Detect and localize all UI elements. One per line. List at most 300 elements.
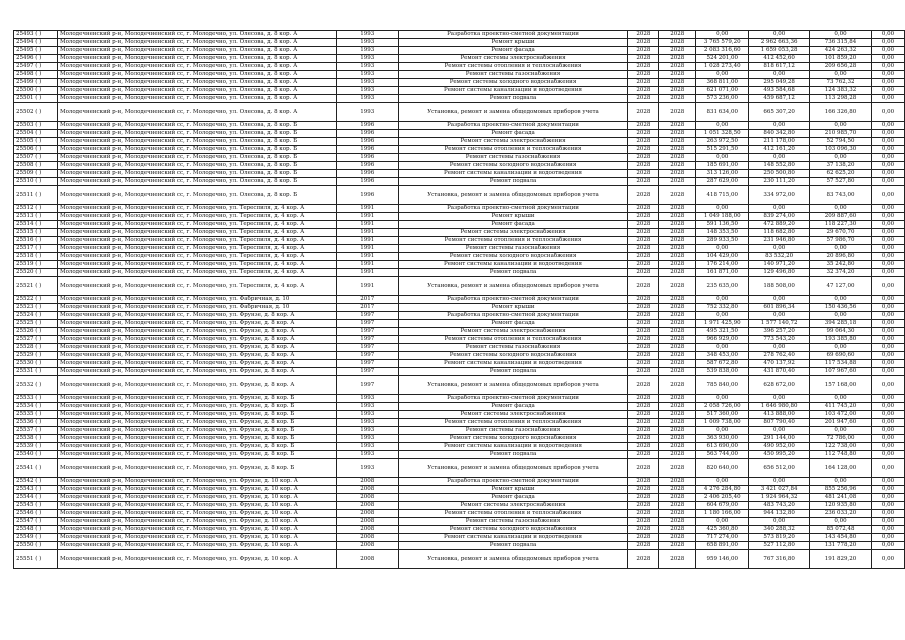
work-type-cell: Ремонт системы канализации и водоотведения [398, 170, 628, 178]
end-year-cell: 2028 [659, 419, 696, 427]
total-cost-cell: 0,00 [696, 395, 749, 403]
budget-funds-cell: 120 935,80 [810, 502, 872, 510]
address-cell: Молодечненский р-н, Молодечненский сс, г. Молодечно, ул. Фрунзе, д. 8 кор. Б [57, 419, 336, 427]
start-year-cell: 2028 [628, 320, 659, 328]
table-body [14, 31, 905, 569]
table-row [14, 320, 905, 328]
other-funds-cell: 0,00 [872, 253, 905, 261]
work-type-cell: Ремонт системы электроснабжения [398, 328, 628, 336]
table-row [14, 419, 905, 427]
start-year-cell: 2028 [628, 336, 659, 344]
work-type-cell: Ремонт системы канализации и водоотведения [398, 360, 628, 368]
end-year-cell: 2028 [659, 269, 696, 277]
address-cell: Молодечненский р-н, Молодечненский сс, г. Молодечно, ул. Тереспиля, д. 4 кор. А [57, 237, 336, 245]
other-funds-cell: 0,00 [872, 138, 905, 146]
end-year-cell: 2028 [659, 277, 696, 296]
owners-funds-cell: 340 288,32 [749, 526, 810, 534]
address-cell: Молодечненский р-н, Молодечненский сс, г. Молодечно, ул. Фрунзе, д. 10 кор. А [57, 510, 336, 518]
work-type-cell: Ремонт системы газоснабжения [398, 518, 628, 526]
start-year-cell: 2028 [628, 459, 659, 478]
work-type-cell: Ремонт системы электроснабжения [398, 138, 628, 146]
work-type-cell: Ремонт подвала [398, 451, 628, 459]
work-type-cell: Ремонт системы газоснабжения [398, 427, 628, 435]
table-row [14, 71, 905, 79]
owners-funds-cell: 472 889,20 [749, 221, 810, 229]
address-cell: Молодечненский р-н, Молодечненский сс, г. Молодечно, ул. Фрунзе, д. 10 кор. А [57, 550, 336, 569]
total-cost-cell: 966 929,00 [696, 336, 749, 344]
other-funds-cell: 0,00 [872, 186, 905, 205]
owners-funds-cell: 412 161,20 [749, 146, 810, 154]
table-row [14, 95, 905, 103]
build-year-cell: 2008 [336, 494, 398, 502]
start-year-cell: 2028 [628, 186, 659, 205]
end-year-cell: 2028 [659, 344, 696, 352]
owners-funds-cell: 450 995,20 [749, 451, 810, 459]
address-cell: Молодечненский р-н, Молодечненский сс, г. Молодечно, ул. Фабричная, д. 10 [57, 304, 336, 312]
total-cost-cell: 0,00 [696, 245, 749, 253]
total-cost-cell: 289 933,50 [696, 237, 749, 245]
row-id-cell: 25516 ( ) [14, 237, 58, 245]
end-year-cell: 2028 [659, 526, 696, 534]
build-year-cell: 1993 [336, 419, 398, 427]
other-funds-cell: 0,00 [872, 312, 905, 320]
address-cell: Молодечненский р-н, Молодечненский сс, г. Молодечно, ул. Олесова, д. 8 кор. А [57, 79, 336, 87]
budget-funds-cell: 37 138,20 [810, 162, 872, 170]
end-year-cell: 2028 [659, 103, 696, 122]
row-id-cell: 25535 ( ) [14, 411, 58, 419]
start-year-cell: 2028 [628, 304, 659, 312]
other-funds-cell: 0,00 [872, 550, 905, 569]
build-year-cell: 1991 [336, 205, 398, 213]
row-id-cell: 25508 ( ) [14, 162, 58, 170]
budget-funds-cell: 0,00 [810, 296, 872, 304]
address-cell: Молодечненский р-н, Молодечненский сс, г. Молодечно, ул. Фрунзе, д. 8 кор. А [57, 376, 336, 395]
other-funds-cell: 0,00 [872, 79, 905, 87]
budget-funds-cell: 47 127,00 [810, 277, 872, 296]
work-type-cell: Ремонт системы холодного водоснабжения [398, 435, 628, 443]
table-row [14, 31, 905, 39]
table-row [14, 502, 905, 510]
end-year-cell: 2028 [659, 178, 696, 186]
owners-funds-cell: 1 646 980,80 [749, 403, 810, 411]
other-funds-cell: 0,00 [872, 154, 905, 162]
build-year-cell: 1997 [336, 312, 398, 320]
start-year-cell: 2028 [628, 478, 659, 486]
row-id-cell: 25520 ( ) [14, 269, 58, 277]
owners-funds-cell: 278 762,40 [749, 352, 810, 360]
budget-funds-cell: 191 829,20 [810, 550, 872, 569]
owners-funds-cell: 490 952,00 [749, 443, 810, 451]
address-cell: Молодечненский р-н, Молодечненский сс, г. Молодечно, ул. Фрунзе, д. 8 кор. Б [57, 403, 336, 411]
owners-funds-cell: 295 049,28 [749, 79, 810, 87]
budget-funds-cell: 736 315,84 [810, 39, 872, 47]
end-year-cell: 2028 [659, 320, 696, 328]
end-year-cell: 2028 [659, 368, 696, 376]
other-funds-cell: 0,00 [872, 435, 905, 443]
end-year-cell: 2028 [659, 550, 696, 569]
address-cell: Молодечненский р-н, Молодечненский сс, г. Молодечно, ул. Олесова, д. 8 кор. Б [57, 130, 336, 138]
start-year-cell: 2028 [628, 87, 659, 95]
address-cell: Молодечненский р-н, Молодечненский сс, г. Молодечно, ул. Фрунзе, д. 8 кор. Б [57, 395, 336, 403]
owners-funds-cell: 573 819,20 [749, 534, 810, 542]
work-type-cell: Ремонт подвала [398, 542, 628, 550]
owners-funds-cell: 767 316,80 [749, 550, 810, 569]
start-year-cell: 2028 [628, 427, 659, 435]
other-funds-cell: 0,00 [872, 478, 905, 486]
budget-funds-cell: 0,00 [810, 205, 872, 213]
work-type-cell: Ремонт системы канализации и водоотведения [398, 443, 628, 451]
start-year-cell: 2028 [628, 435, 659, 443]
other-funds-cell: 0,00 [872, 229, 905, 237]
other-funds-cell: 0,00 [872, 494, 905, 502]
total-cost-cell: 263 972,50 [696, 138, 749, 146]
address-cell: Молодечненский р-н, Молодечненский сс, г. Молодечно, ул. Фрунзе, д. 8 кор. Б [57, 427, 336, 435]
build-year-cell: 1993 [336, 395, 398, 403]
owners-funds-cell: 470 137,92 [749, 360, 810, 368]
row-id-cell: 25533 ( ) [14, 395, 58, 403]
owners-funds-cell: 0,00 [749, 312, 810, 320]
table-row [14, 510, 905, 518]
owners-funds-cell: 431 870,40 [749, 368, 810, 376]
address-cell: Молодечненский р-н, Молодечненский сс, г. Молодечно, ул. Тереспиля, д. 4 кор. А [57, 205, 336, 213]
row-id-cell: 25532 ( ) [14, 376, 58, 395]
owners-funds-cell: 656 512,00 [749, 459, 810, 478]
work-type-cell: Установка, ремонт и замена общедомовых приборов учета [398, 277, 628, 296]
start-year-cell: 2028 [628, 122, 659, 130]
program-table [13, 30, 905, 569]
total-cost-cell: 717 274,00 [696, 534, 749, 542]
budget-funds-cell: 143 454,80 [810, 534, 872, 542]
work-type-cell: Разработка проектно-сметной документации [398, 478, 628, 486]
build-year-cell: 1991 [336, 261, 398, 269]
total-cost-cell: 1 049 188,00 [696, 213, 749, 221]
table-row [14, 486, 905, 494]
total-cost-cell: 0,00 [696, 427, 749, 435]
other-funds-cell: 0,00 [872, 47, 905, 55]
work-type-cell: Разработка проектно-сметной документации [398, 122, 628, 130]
address-cell: Молодечненский р-н, Молодечненский сс, г. Молодечно, ул. Тереспиля, д. 4 кор. А [57, 253, 336, 261]
end-year-cell: 2028 [659, 336, 696, 344]
address-cell: Молодечненский р-н, Молодечненский сс, г. Молодечно, ул. Фрунзе, д. 8 кор. А [57, 312, 336, 320]
end-year-cell: 2028 [659, 352, 696, 360]
build-year-cell: 1996 [336, 122, 398, 130]
budget-funds-cell: 855 256,96 [810, 486, 872, 494]
other-funds-cell: 0,00 [872, 261, 905, 269]
row-id-cell: 25515 ( ) [14, 229, 58, 237]
address-cell: Молодечненский р-н, Молодечненский сс, г. Молодечно, ул. Тереспиля, д. 4 кор. А [57, 269, 336, 277]
owners-funds-cell: 665 307,20 [749, 103, 810, 122]
address-cell: Молодечненский р-н, Молодечненский сс, г. Молодечно, ул. Фрунзе, д. 8 кор. Б [57, 451, 336, 459]
other-funds-cell: 0,00 [872, 63, 905, 71]
budget-funds-cell: 424 263,32 [810, 47, 872, 55]
other-funds-cell: 0,00 [872, 328, 905, 336]
table-row [14, 186, 905, 205]
budget-funds-cell: 103 096,30 [810, 146, 872, 154]
build-year-cell: 2017 [336, 304, 398, 312]
work-type-cell: Разработка проектно-сметной документации [398, 395, 628, 403]
table-row [14, 336, 905, 344]
address-cell: Молодечненский р-н, Молодечненский сс, г. Молодечно, ул. Фрунзе, д. 8 кор. А [57, 336, 336, 344]
total-cost-cell: 621 071,00 [696, 87, 749, 95]
budget-funds-cell: 107 967,60 [810, 368, 872, 376]
other-funds-cell: 0,00 [872, 146, 905, 154]
row-id-cell: 25534 ( ) [14, 403, 58, 411]
address-cell: Молодечненский р-н, Молодечненский сс, г. Молодечно, ул. Тереспиля, д. 4 кор. А [57, 221, 336, 229]
build-year-cell: 1991 [336, 229, 398, 237]
other-funds-cell: 0,00 [872, 221, 905, 229]
row-id-cell: 25538 ( ) [14, 435, 58, 443]
table-row [14, 478, 905, 486]
address-cell: Молодечненский р-н, Молодечненский сс, г. Молодечно, ул. Олесова, д. 8 кор. А [57, 47, 336, 55]
work-type-cell: Разработка проектно-сметной документации [398, 296, 628, 304]
other-funds-cell: 0,00 [872, 344, 905, 352]
build-year-cell: 2008 [336, 542, 398, 550]
table-row [14, 443, 905, 451]
row-id-cell: 25507 ( ) [14, 154, 58, 162]
build-year-cell: 1993 [336, 403, 398, 411]
end-year-cell: 2028 [659, 71, 696, 79]
total-cost-cell: 161 871,00 [696, 269, 749, 277]
owners-funds-cell: 0,00 [749, 122, 810, 130]
end-year-cell: 2028 [659, 47, 696, 55]
end-year-cell: 2028 [659, 443, 696, 451]
budget-funds-cell: 52 794,50 [810, 138, 872, 146]
row-id-cell: 25521 ( ) [14, 277, 58, 296]
other-funds-cell: 0,00 [872, 443, 905, 451]
row-id-cell: 25502 ( ) [14, 103, 58, 122]
address-cell: Молодечненский р-н, Молодечненский сс, г. Молодечно, ул. Тереспиля, д. 4 кор. А [57, 213, 336, 221]
budget-funds-cell: 122 738,00 [810, 443, 872, 451]
end-year-cell: 2028 [659, 229, 696, 237]
owners-funds-cell: 148 552,80 [749, 162, 810, 170]
budget-funds-cell: 85 072,48 [810, 526, 872, 534]
start-year-cell: 2028 [628, 542, 659, 550]
row-id-cell: 25546 ( ) [14, 510, 58, 518]
start-year-cell: 2028 [628, 138, 659, 146]
owners-funds-cell: 230 111,20 [749, 178, 810, 186]
end-year-cell: 2028 [659, 122, 696, 130]
other-funds-cell: 0,00 [872, 486, 905, 494]
owners-funds-cell: 0,00 [749, 71, 810, 79]
other-funds-cell: 0,00 [872, 205, 905, 213]
build-year-cell: 1993 [336, 31, 398, 39]
start-year-cell: 2028 [628, 229, 659, 237]
row-id-cell: 25536 ( ) [14, 419, 58, 427]
build-year-cell: 2008 [336, 502, 398, 510]
budget-funds-cell: 20 896,80 [810, 253, 872, 261]
work-type-cell: Ремонт подвала [398, 178, 628, 186]
budget-funds-cell: 236 033,20 [810, 510, 872, 518]
build-year-cell: 1991 [336, 269, 398, 277]
row-id-cell: 25495 ( ) [14, 47, 58, 55]
address-cell: Молодечненский р-н, Молодечненский сс, г. Молодечно, ул. Олесова, д. 8 кор. А [57, 63, 336, 71]
build-year-cell: 1993 [336, 71, 398, 79]
table-row [14, 63, 905, 71]
owners-funds-cell: 211 178,00 [749, 138, 810, 146]
table-row [14, 304, 905, 312]
owners-funds-cell: 601 896,34 [749, 304, 810, 312]
work-type-cell: Установка, ремонт и замена общедомовых приборов учета [398, 459, 628, 478]
owners-funds-cell: 0,00 [749, 205, 810, 213]
budget-funds-cell: 157 168,00 [810, 376, 872, 395]
work-type-cell: Установка, ремонт и замена общедомовых приборов учета [398, 376, 628, 395]
address-cell: Молодечненский р-н, Молодечненский сс, г. Молодечно, ул. Тереспиля, д. 4 кор. А [57, 229, 336, 237]
other-funds-cell: 0,00 [872, 427, 905, 435]
work-type-cell: Разработка проектно-сметной документации [398, 31, 628, 39]
table-row [14, 368, 905, 376]
row-id-cell: 25496 ( ) [14, 55, 58, 63]
build-year-cell: 1993 [336, 39, 398, 47]
table-row [14, 403, 905, 411]
owners-funds-cell: 83 532,20 [749, 253, 810, 261]
end-year-cell: 2028 [659, 427, 696, 435]
address-cell: Молодечненский р-н, Молодечненский сс, г. Молодечно, ул. Фрунзе, д. 10 кор. А [57, 542, 336, 550]
row-id-cell: 25511 ( ) [14, 186, 58, 205]
budget-funds-cell: 164 128,00 [810, 459, 872, 478]
address-cell: Молодечненский р-н, Молодечненский сс, г. Молодечно, ул. Фрунзе, д. 10 кор. А [57, 526, 336, 534]
work-type-cell: Разработка проектно-сметной документации [398, 312, 628, 320]
end-year-cell: 2028 [659, 312, 696, 320]
build-year-cell: 1993 [336, 55, 398, 63]
total-cost-cell: 2 406 205,40 [696, 494, 749, 502]
total-cost-cell: 0,00 [696, 312, 749, 320]
end-year-cell: 2028 [659, 304, 696, 312]
owners-funds-cell: 0,00 [749, 518, 810, 526]
end-year-cell: 2028 [659, 518, 696, 526]
owners-funds-cell: 839 274,00 [749, 213, 810, 221]
total-cost-cell: 1 180 166,00 [696, 510, 749, 518]
start-year-cell: 2028 [628, 534, 659, 542]
total-cost-cell: 752 332,80 [696, 304, 749, 312]
table-row [14, 526, 905, 534]
start-year-cell: 2028 [628, 403, 659, 411]
start-year-cell: 2028 [628, 221, 659, 229]
budget-funds-cell: 201 947,60 [810, 419, 872, 427]
table-row [14, 534, 905, 542]
table-row [14, 328, 905, 336]
end-year-cell: 2028 [659, 170, 696, 178]
table-row [14, 261, 905, 269]
other-funds-cell: 0,00 [872, 55, 905, 63]
budget-funds-cell: 210 985,70 [810, 130, 872, 138]
total-cost-cell: 425 360,80 [696, 526, 749, 534]
start-year-cell: 2028 [628, 518, 659, 526]
row-id-cell: 25539 ( ) [14, 443, 58, 451]
end-year-cell: 2028 [659, 162, 696, 170]
end-year-cell: 2028 [659, 494, 696, 502]
build-year-cell: 2008 [336, 526, 398, 534]
owners-funds-cell: 483 743,20 [749, 502, 810, 510]
total-cost-cell: 104 429,00 [696, 253, 749, 261]
table-row [14, 205, 905, 213]
row-id-cell: 25503 ( ) [14, 122, 58, 130]
owners-funds-cell: 129 496,80 [749, 269, 810, 277]
build-year-cell: 1997 [336, 328, 398, 336]
owners-funds-cell: 773 543,20 [749, 336, 810, 344]
build-year-cell: 1991 [336, 253, 398, 261]
end-year-cell: 2028 [659, 87, 696, 95]
work-type-cell: Ремонт системы газоснабжения [398, 154, 628, 162]
row-id-cell: 25550 ( ) [14, 542, 58, 550]
row-id-cell: 25551 ( ) [14, 550, 58, 569]
work-type-cell: Ремонт подвала [398, 368, 628, 376]
end-year-cell: 2028 [659, 542, 696, 550]
other-funds-cell: 0,00 [872, 502, 905, 510]
budget-funds-cell: 0,00 [810, 245, 872, 253]
total-cost-cell: 0,00 [696, 518, 749, 526]
work-type-cell: Ремонт фасада [398, 403, 628, 411]
start-year-cell: 2028 [628, 63, 659, 71]
other-funds-cell: 0,00 [872, 269, 905, 277]
table-row [14, 87, 905, 95]
budget-funds-cell: 193 385,80 [810, 336, 872, 344]
total-cost-cell: 0,00 [696, 296, 749, 304]
total-cost-cell: 820 640,00 [696, 459, 749, 478]
start-year-cell: 2028 [628, 261, 659, 269]
other-funds-cell: 0,00 [872, 451, 905, 459]
budget-funds-cell: 118 227,30 [810, 221, 872, 229]
table-row [14, 550, 905, 569]
build-year-cell: 2008 [336, 486, 398, 494]
start-year-cell: 2028 [628, 55, 659, 63]
build-year-cell: 1997 [336, 376, 398, 395]
end-year-cell: 2028 [659, 186, 696, 205]
other-funds-cell: 0,00 [872, 534, 905, 542]
budget-funds-cell: 150 436,56 [810, 304, 872, 312]
total-cost-cell: 563 744,00 [696, 451, 749, 459]
start-year-cell: 2028 [628, 154, 659, 162]
build-year-cell: 1993 [336, 411, 398, 419]
row-id-cell: 25500 ( ) [14, 87, 58, 95]
address-cell: Молодечненский р-н, Молодечненский сс, г. Молодечно, ул. Фрунзе, д. 8 кор. А [57, 344, 336, 352]
other-funds-cell: 0,00 [872, 277, 905, 296]
total-cost-cell: 1 028 273,40 [696, 63, 749, 71]
start-year-cell: 2028 [628, 79, 659, 87]
build-year-cell: 1997 [336, 352, 398, 360]
total-cost-cell: 0,00 [696, 31, 749, 39]
table-row [14, 360, 905, 368]
owners-funds-cell: 412 452,60 [749, 55, 810, 63]
start-year-cell: 2028 [628, 395, 659, 403]
total-cost-cell: 1 009 738,00 [696, 419, 749, 427]
row-id-cell: 25524 ( ) [14, 312, 58, 320]
table-row [14, 451, 905, 459]
row-id-cell: 25493 ( ) [14, 31, 58, 39]
table-row [14, 459, 905, 478]
build-year-cell: 1997 [336, 368, 398, 376]
other-funds-cell: 0,00 [872, 411, 905, 419]
budget-funds-cell: 32 374,20 [810, 269, 872, 277]
table-row [14, 269, 905, 277]
address-cell: Молодечненский р-н, Молодечненский сс, г. Молодечно, ул. Олесова, д. 8 кор. Б [57, 186, 336, 205]
address-cell: Молодечненский р-н, Молодечненский сс, г. Молодечно, ул. Фрунзе, д. 10 кор. А [57, 502, 336, 510]
total-cost-cell: 185 691,00 [696, 162, 749, 170]
owners-funds-cell: 3 421 027,84 [749, 486, 810, 494]
work-type-cell: Ремонт подвала [398, 95, 628, 103]
address-cell: Молодечненский р-н, Молодечненский сс, г. Молодечно, ул. Фрунзе, д. 10 кор. А [57, 534, 336, 542]
start-year-cell: 2028 [628, 328, 659, 336]
budget-funds-cell: 99 064,30 [810, 328, 872, 336]
other-funds-cell: 0,00 [872, 376, 905, 395]
budget-funds-cell: 124 383,32 [810, 87, 872, 95]
address-cell: Молодечненский р-н, Молодечненский сс, г. Молодечно, ул. Фрунзе, д. 8 кор. А [57, 328, 336, 336]
other-funds-cell: 0,00 [872, 403, 905, 411]
budget-funds-cell: 0,00 [810, 71, 872, 79]
budget-funds-cell: 0,00 [810, 518, 872, 526]
start-year-cell: 2028 [628, 146, 659, 154]
row-id-cell: 25543 ( ) [14, 486, 58, 494]
start-year-cell: 2028 [628, 510, 659, 518]
